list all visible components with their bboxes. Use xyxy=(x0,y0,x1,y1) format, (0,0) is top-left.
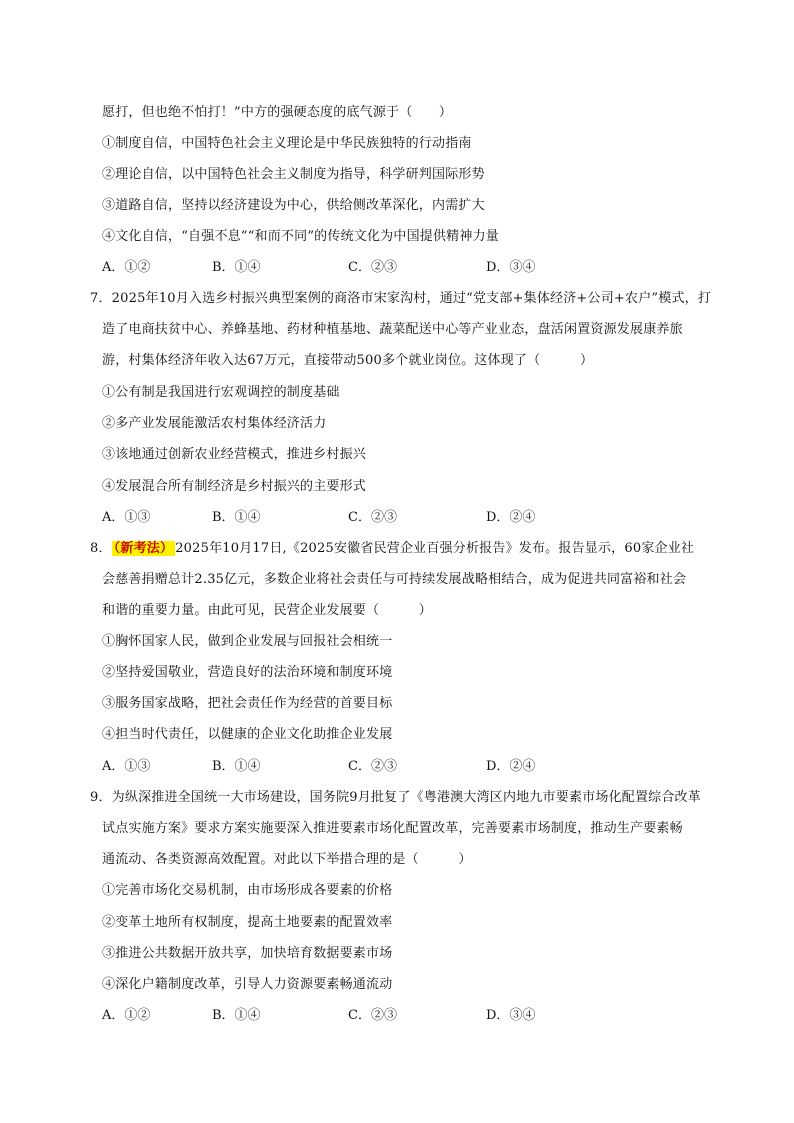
q9-statement-2: ②变革土地所有权制度，提高土地要素的配置效率 xyxy=(102,915,393,930)
q7-statement-3: ③该地通过创新农业经营模式，推进乡村振兴 xyxy=(102,447,367,462)
q6-option-c: C．②③ xyxy=(348,260,397,275)
q9-option-c: C．②③ xyxy=(348,1008,397,1023)
q6-stem: 愿打，但也绝不怕打！”中方的强硬态度的底气源于（ ） xyxy=(102,105,453,120)
q9-statement-1: ①完善市场化交易机制，由市场形成各要素的价格 xyxy=(102,883,393,898)
q7-option-a: A．①③ xyxy=(102,510,151,525)
q7-statement-4: ④发展混合所有制经济是乡村振兴的主要形式 xyxy=(102,479,367,494)
q9-stem-line-1: 9．为纵深推进全国统一大市场建设，国务院9月批复了《粤港澳大湾区内地九市要素市场化配置综合改革 xyxy=(90,790,701,805)
q8-statement-3: ③服务国家战略，把社会责任作为经营的首要目标 xyxy=(102,696,393,711)
q7-statement-1: ①公有制是我国进行宏观调控的制度基础 xyxy=(102,385,340,400)
q8-number: 8． xyxy=(90,541,112,556)
q7-option-d: D．②④ xyxy=(486,510,536,525)
q7-option-c: C．②③ xyxy=(348,510,397,525)
q9-statement-3: ③推进公共数据开放共享，加快培育数据要素市场 xyxy=(102,946,393,961)
q8-stem-line-2: 会慈善捐赠总计2.35亿元，多数企业将社会责任与可持续发展战略相结合，成为促进共同富裕和社会 xyxy=(102,572,687,587)
q6-statement-1: ①制度自信，中国特色社会主义理论是中华民族独特的行动指南 xyxy=(102,136,472,151)
q8-option-a: A．①③ xyxy=(102,759,151,774)
q7-options xyxy=(102,508,622,528)
q9-stem-line-3: 通流动、各类资源高效配置。对此以下举措合理的是（ ） xyxy=(102,852,472,867)
q8-statement-2: ②坚持爱国敬业，营造良好的法治环境和制度环境 xyxy=(102,665,393,680)
q7-option-b: B．①④ xyxy=(212,510,261,525)
q6-statement-3: ③道路自信，坚持以经济建设为中心，供给侧改革深化，内需扩大 xyxy=(102,198,485,213)
q9-options xyxy=(102,1006,622,1026)
q8-option-b: B．①④ xyxy=(212,759,261,774)
q6-option-d: D．③④ xyxy=(486,260,536,275)
q6-options xyxy=(102,258,622,278)
q7-statement-2: ②多产业发展能激活农村集体经济活力 xyxy=(102,416,327,431)
q9-option-d: D．③④ xyxy=(486,1008,536,1023)
q8-option-d: D．②④ xyxy=(486,759,536,774)
q6-statement-4: ④文化自信，“自强不息”“和而不同”的传统文化为中国提供精神力量 xyxy=(102,229,499,244)
q8-stem-line-1 xyxy=(90,539,694,559)
q6-option-a: A．①② xyxy=(102,260,151,275)
q9-option-a: A．①② xyxy=(102,1008,151,1023)
q6-statement-2: ②理论自信，以中国特色社会主义制度为指导，科学研判国际形势 xyxy=(102,167,485,182)
q8-statement-1: ①胸怀国家人民，做到企业发展与回报社会相统一 xyxy=(102,634,393,649)
q7-stem-line-3: 游，村集体经济年收入达67万元，直接带动500多个就业岗位。这体现了（ ） xyxy=(102,353,594,368)
q9-option-b: B．①④ xyxy=(212,1008,261,1023)
q7-stem-line-1: 7．2025年10月入选乡村振兴典型案例的商洛市宋家沟村，通过“党支部+集体经济+公司+农户”模式，打 xyxy=(90,291,712,306)
q8-stem-first: 2025年10月17日,《2025安徽省民营企业百强分析报告》发布。报告显示，60家企业社 xyxy=(175,541,695,556)
q9-stem-line-2: 试点实施方案》要求方案实施要深入推进要素市场化配置改革，完善要素市场制度，推动生产要素畅 xyxy=(102,821,683,836)
q8-option-c: C．②③ xyxy=(348,759,397,774)
q8-stem-line-3: 和谐的重要力量。由此可见，民营企业发展要（ ） xyxy=(102,603,433,618)
q9-statement-4: ④深化户籍制度改革，引导人力资源要素畅通流动 xyxy=(102,977,393,992)
q8-new-method-tag: （新考法） xyxy=(113,541,174,556)
q8-options xyxy=(102,757,622,777)
q6-option-b: B．①④ xyxy=(212,260,261,275)
q7-stem-line-2: 造了电商扶贫中心、养蜂基地、药材种植基地、蔬菜配送中心等产业业态，盘活闲置资源发展康养旅 xyxy=(102,322,683,337)
q8-statement-4: ④担当时代责任，以健康的企业文化助推企业发展 xyxy=(102,727,393,742)
